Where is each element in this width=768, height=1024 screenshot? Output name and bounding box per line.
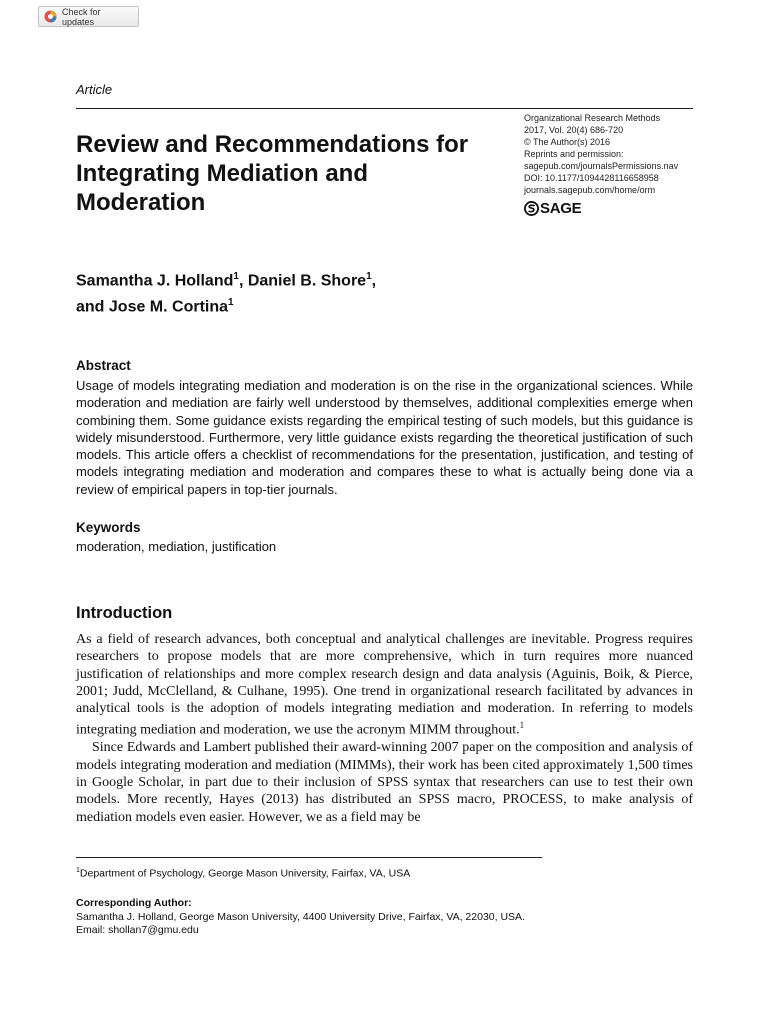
- permissions-link[interactable]: sagepub.com/journalsPermissions.nav: [524, 161, 679, 171]
- affiliation-marker: 1: [228, 297, 234, 309]
- affiliation-marker: 1: [233, 271, 239, 282]
- keywords-heading: Keywords: [76, 520, 141, 535]
- article-type-label: Article: [76, 82, 113, 97]
- reprints-label: Reprints and permission:: [524, 149, 624, 159]
- introduction-body: [76, 631, 693, 826]
- doi-link[interactable]: DOI: 10.1177/1094428116658958: [524, 173, 659, 183]
- introduction-heading: Introduction: [76, 604, 173, 622]
- sage-logo-text: SAGE: [540, 200, 582, 217]
- affiliation-text: Department of Psychology, George Mason University, Fairfax, VA, USA: [79, 867, 411, 880]
- corresponding-email[interactable]: Email: shollan7@gmu.edu: [76, 924, 199, 936]
- author-name: Daniel B. Shore: [247, 272, 367, 290]
- journal-name: Organizational Research Methods: [524, 113, 661, 123]
- author-name: Samantha J. Holland: [76, 272, 234, 290]
- footnote-marker: 1: [76, 867, 80, 874]
- footnote-divider: [76, 857, 542, 858]
- affiliation-footnote: [76, 867, 410, 880]
- abstract-heading: Abstract: [76, 358, 131, 373]
- affiliation-marker: 1: [366, 271, 372, 282]
- article-title: Review and Recommendations for Integrating Mediation and Moderation: [76, 131, 469, 216]
- journal-info: [524, 112, 714, 196]
- author-name: Jose M. Cortina: [108, 298, 229, 316]
- footnote-ref[interactable]: 1: [519, 720, 525, 731]
- journal-volume: 2017, Vol. 20(4) 686-720: [524, 125, 624, 135]
- corresponding-author: [76, 897, 525, 938]
- check-for-updates-button[interactable]: [38, 6, 139, 27]
- paragraph: Since Edwards and Lambert published their award-winning 2007 paper on the composition and analysis of models integrating moderation and mediation (MIMMs), their work has been cited approximately 1,500 times in Google Scholar, in part due to their inclusion of SPSS syntax that researchers can use to test their own models. More recently, Hayes (2013) has distributed an SPSS macro, PROCESS, to make analysis of mediation models even easier. However, we as a field may be: [76, 740, 693, 825]
- keywords-list: moderation, mediation, justification: [76, 539, 277, 554]
- corresponding-address: Samantha J. Holland, George Mason University, 4400 University Drive, Fairfax, VA, 22030, USA.: [76, 910, 525, 923]
- journal-home-link[interactable]: journals.sagepub.com/home/orm: [524, 185, 656, 195]
- copyright-line: © The Author(s) 2016: [524, 137, 611, 147]
- paragraph: As a field of research advances, both conceptual and analytical challenges are inevitable. Progress requires researchers to propose models that are more comprehensive, which in turn requires more nuanced justification of relationships and more complex research design and data analysis (Aguinis, Boik, & Pierce, 2001; Judd, McClelland, & Culhane, 1995). One trend in organizational research facilitated by advances in analytical tools is the adoption of models integrating mediation and moderation. In referring to models integrating mediation and moderation, we use the acronym MIMM throughout.$^1$: [76, 632, 693, 739]
- author-list: Samantha J. Holland$^1$, Daniel B. Shore$^1$, and Jose M. Cortina$^1$: [76, 271, 377, 316]
- check-for-updates-label: Check for updates: [62, 6, 101, 27]
- sage-logo-mark: [524, 201, 539, 216]
- sage-logo: [524, 200, 581, 217]
- header-divider: [76, 108, 693, 109]
- crossmark-icon: [44, 10, 57, 23]
- corresponding-heading: Corresponding Author:: [76, 897, 192, 909]
- abstract-text: Usage of models integrating mediation and moderation is on the rise in the organizational sciences. While moderation and mediation are fairly well understood by themselves, additional complexities emerge when combining them. Some guidance exists regarding the empirical testing of such models, but this guidance is widely misunderstood. Furthermore, very little guidance exists regarding the theoretical justification of such models. This article offers a checklist of recommendations for the presentation, justification, and testing of models integrating mediation and moderation and compares these to what is actually being done via a review of empirical papers in top-tier journals.: [76, 378, 693, 497]
